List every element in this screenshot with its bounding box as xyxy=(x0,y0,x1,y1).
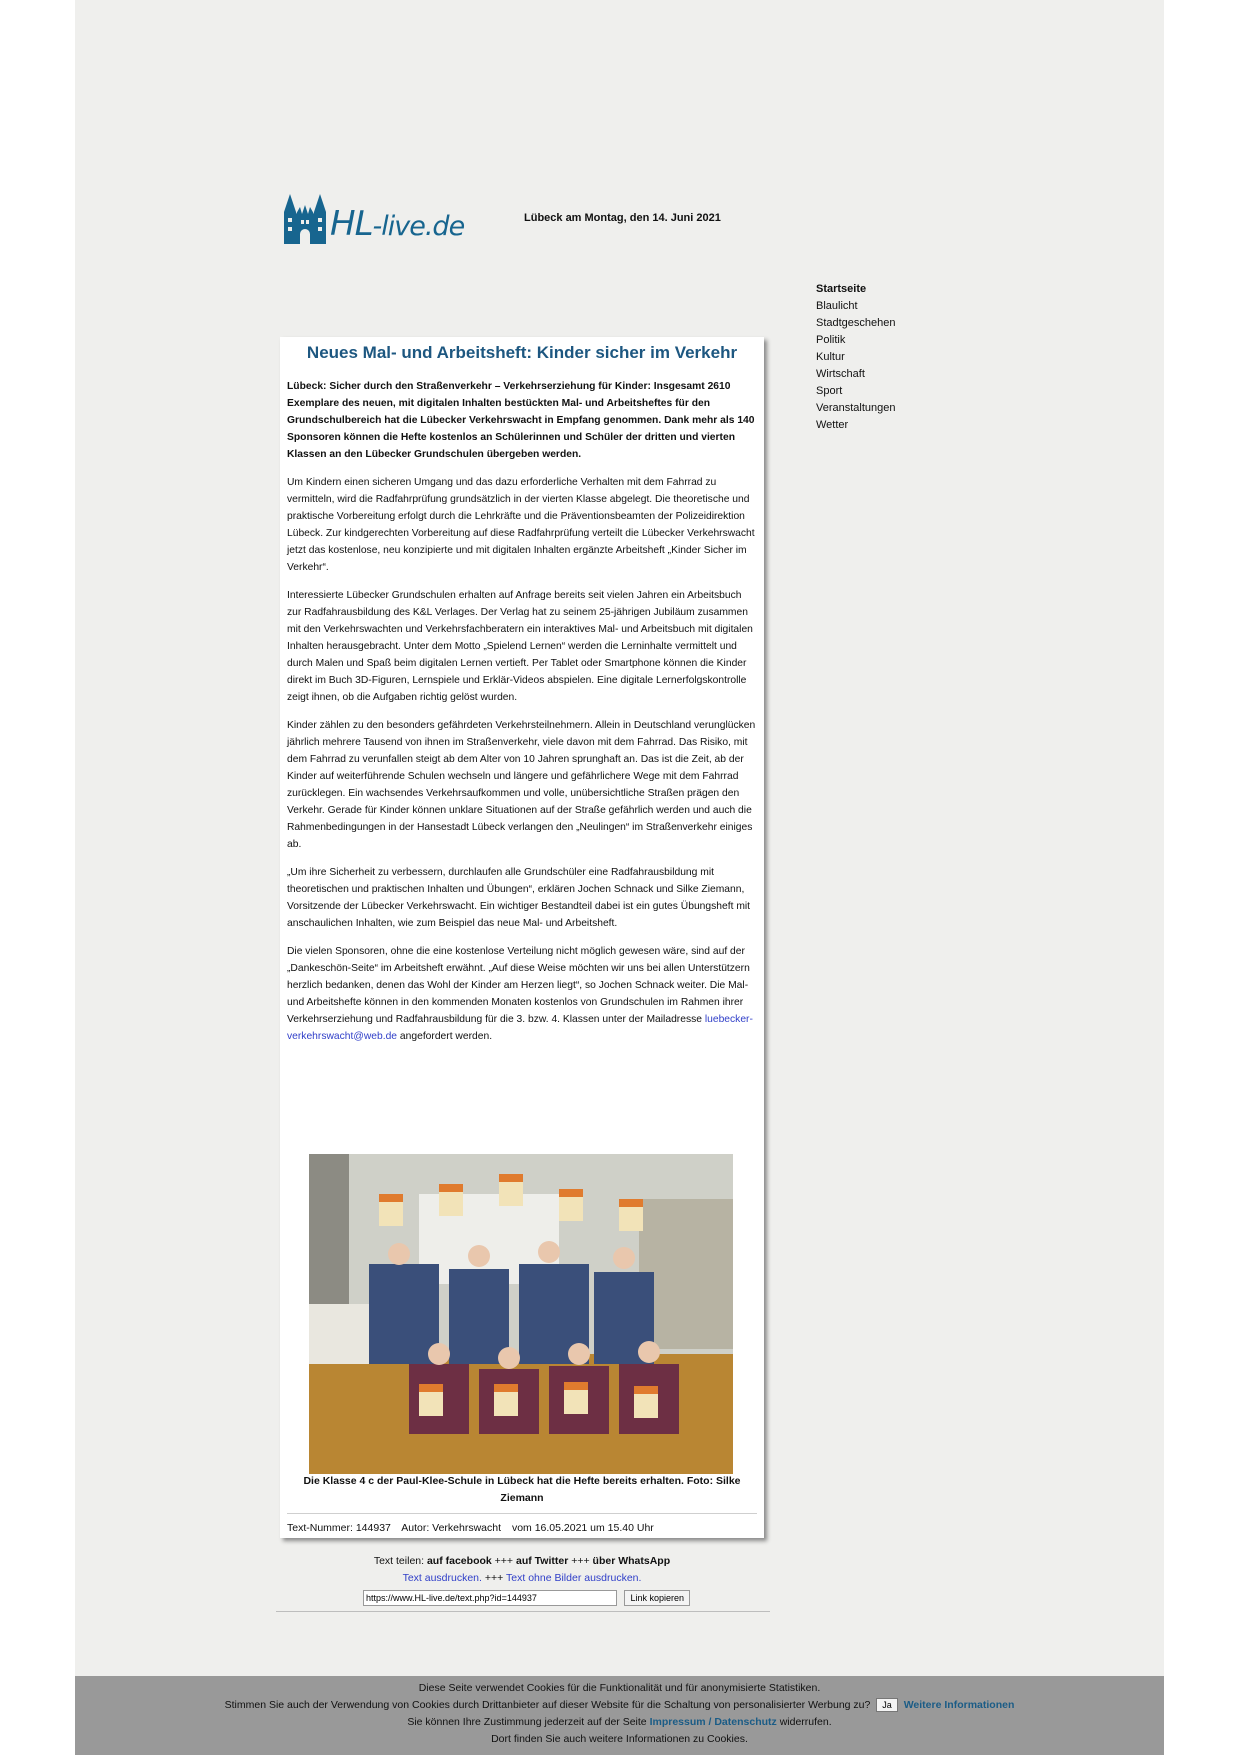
main-navigation xyxy=(816,281,896,434)
publish-date: vom 16.05.2021 um 15.40 Uhr xyxy=(511,1522,654,1534)
article-lead: Lübeck: Sicher durch den Straßenverkehr – Verkehrserziehung für Kinder: Insgesamt 2610 Exemplare des neuen, mit digitalen Inhalten bestückten Mal- und Arbeitsheftes für den Grundschulbereich hat die Lübecker Verkehrswacht in Empfang genommen. Dank mehr als 140 Sponsoren können die Hefte kostenlos an Schülerinnen und Schüler der dritten und vierten Klassen an den Lübecker Grundschulen übergeben werden. xyxy=(287,381,755,460)
nav-item-veranstaltungen[interactable]: Veranstaltungen xyxy=(816,402,896,414)
divider xyxy=(276,1611,770,1612)
article-title: Neues Mal- und Arbeitsheft: Kinder sicher im Verkehr xyxy=(306,343,738,362)
article-paragraph xyxy=(287,943,757,1045)
separator: +++ xyxy=(484,1572,504,1584)
cookie-line: Dort finden Sie auch weitere Informationen zu Cookies. xyxy=(491,1733,748,1745)
nav-item-startseite[interactable]: Startseite xyxy=(816,283,867,295)
privacy-link[interactable]: Impressum / Datenschutz xyxy=(649,1716,777,1728)
class-photo-illustration xyxy=(309,1154,733,1474)
nav-item-kultur[interactable]: Kultur xyxy=(816,351,845,363)
article-photo[interactable] xyxy=(309,1154,733,1474)
share-row xyxy=(276,1553,768,1570)
share-facebook-link[interactable]: auf facebook xyxy=(426,1555,492,1567)
accept-cookies-button[interactable]: Ja xyxy=(876,1698,898,1712)
divider xyxy=(287,1513,757,1514)
share-twitter-link[interactable]: auf Twitter xyxy=(515,1555,569,1567)
share-url-field[interactable] xyxy=(363,1590,617,1606)
nav-item-stadtgeschehen[interactable]: Stadtgeschehen xyxy=(816,317,896,329)
copy-link-button[interactable]: Link kopieren xyxy=(624,1590,690,1606)
text-number: Text-Nummer: 144937 xyxy=(287,1522,391,1534)
share-whatsapp-link[interactable]: über WhatsApp xyxy=(592,1555,671,1567)
cookie-question: Stimmen Sie auch der Verwendung von Cookies durch Drittanbieter auf dieser Website für die Schaltung von personalisierter Werbung zu? xyxy=(224,1699,871,1711)
print-link[interactable]: Text ausdrucken. xyxy=(402,1572,482,1584)
article-card xyxy=(280,337,764,1538)
url-copy-row xyxy=(363,1589,690,1607)
article-meta xyxy=(287,1522,662,1534)
print-without-images-link[interactable]: Text ohne Bilder ausdrucken. xyxy=(506,1572,642,1584)
paragraph-text: Die vielen Sponsoren, ohne die eine kostenlose Verteilung nicht möglich gewesen wäre, sind auf der „Dankeschön-Seite“ im Arbeitsheft erwähnt. „Auf diese Weise möchten wir uns bei allen Unterstützern herzlich bedanken, denen das Wohl der Kinder am Herzen liegt“, so Jochen Schnack weiter. Die Mal- und Arbeitshefte können in den kommenden Monaten kostenlos von Grundschulen im Rahmen ihrer Verkehrserziehung und Radfahrausbildung für die 3. bzw. 4. Klassen unter der Mailadresse xyxy=(287,946,750,1025)
logo-wordmark xyxy=(330,204,464,247)
cookie-text-part: widerrufen. xyxy=(779,1716,832,1728)
article-paragraph: Interessierte Lübecker Grundschulen erhalten auf Anfrage bereits seit vielen Jahren ein Arbeitsbuch zur Radfahrausbildung des K&L Verlages. Der Verlag hat zu seinem 25-jährigen Jubiläum zusammen mit den Verkehrswachten und Verkehrsfachberatern ein interaktives Mal- und Arbeitsbuch mit digitalen Inhalten herausgebracht. Unter dem Motto „Spielend Lernen“ werden die Lerninhalte vermittelt und durch Malen und Spaß beim digitalen Lernen vertieft. Per Tablet oder Smartphone können die Kinder direkt im Buch 3D-Figuren, Lernspiele und Erklär-Videos abspielen. Eine digitale Lernerfolgskontrolle zeigt ihnen, ob die Aufgaben richtig gelöst wurden. xyxy=(287,590,753,703)
nav-item-wetter[interactable]: Wetter xyxy=(816,419,849,431)
cookie-line xyxy=(75,1714,1164,1731)
logo-text: HL xyxy=(330,204,373,244)
cookie-banner xyxy=(75,1676,1164,1755)
cookie-line xyxy=(75,1697,1164,1714)
share-label: Text teilen: xyxy=(373,1555,425,1567)
nav-item-blaulicht[interactable]: Blaulicht xyxy=(816,300,858,312)
logo-suffix: -live.de xyxy=(372,211,465,242)
separator: +++ xyxy=(571,1555,590,1567)
article-body xyxy=(287,378,757,1056)
author: Autor: Verkehrswacht xyxy=(401,1522,502,1534)
article-paragraph: Um Kindern einen sicheren Umgang und das dazu erforderliche Verhalten mit dem Fahrrad zu vermitteln, wird die Radfahrprüfung grundsätzlich in der vierten Klasse abgelegt. Die theoretische und praktische Vorbereitung erfolgt durch die Lehrkräfte und die Präventionsbeamten der Polizeidirektion Lübeck. Zur kindgerechten Vorbereitung auf diese Radfahrprüfung verteilt die Lübecker Verkehrswacht jetzt das kostenlose, neu konzipierte und mit digitalen Inhalten ergänzte Arbeitsheft „Kinder Sicher im Verkehr“. xyxy=(287,477,755,573)
article-paragraph: „Um ihre Sicherheit zu verbessern, durchlaufen alle Grundschüler eine Radfahrausbildung mit theoretischen und praktischen Inhalten und Übungen“, erklären Jochen Schnack und Silke Ziemann, Vorsitzende der Lübecker Verkehrswacht. Ein wichtiger Bestandteil dabei ist ein gutes Übungsheft mit anschaulichen Inhalten, wie zum Beispiel das neue Mal- und Arbeitsheft. xyxy=(287,867,751,929)
cookie-line: Diese Seite verwendet Cookies für die Funktionalität und für anonymisierte Statistiken. xyxy=(418,1682,821,1694)
photo-caption: Die Klasse 4 c der Paul-Klee-Schule in Lübeck hat die Hefte bereits erhalten. Foto: Silke Ziemann xyxy=(303,1475,741,1504)
site-logo[interactable] xyxy=(282,194,472,246)
email-link[interactable]: luebecker-verkehrswacht@web.de xyxy=(287,1014,753,1042)
nav-item-wirtschaft[interactable]: Wirtschaft xyxy=(816,368,865,380)
nav-item-politik[interactable]: Politik xyxy=(816,334,846,346)
share-area xyxy=(276,1553,768,1587)
print-row xyxy=(276,1570,768,1587)
separator: +++ xyxy=(494,1555,514,1567)
more-info-link[interactable]: Weitere Informationen xyxy=(903,1699,1015,1711)
dateline: Lübeck am Montag, den 14. Juni 2021 xyxy=(524,212,721,224)
cookie-text xyxy=(75,1680,1164,1748)
article-paragraph: Kinder zählen zu den besonders gefährdeten Verkehrsteilnehmern. Allein in Deutschland verunglücken jährlich mehrere Tausend von ihnen im Straßenverkehr, viele davon mit dem Fahrrad. Das Risiko, mit dem Fahrrad zu verunfallen steigt ab dem Alter von 10 Jahren sprunghaft an. Das ist die Zeit, ab der Kinder auf weiterführende Schulen wechseln und längere und gefährlichere Wege mit dem Fahrrad zurücklegen. Ein wachsendes Verkehrsaufkommen und volle, unübersichtliche Straßen prägen den Verkehr. Gerade für Kinder können unklare Situationen auf der Straße gefährlich werden und auch die Rahmenbedingungen in der Hansestadt Lübeck verlangen den „Neulingen“ im Straßenverkehr einiges ab. xyxy=(287,720,756,850)
nav-item-sport[interactable]: Sport xyxy=(816,385,843,397)
paragraph-text: angefordert werden. xyxy=(397,1031,493,1042)
holstentor-icon xyxy=(282,194,328,244)
cookie-text-part: Sie können Ihre Zustimmung jederzeit auf der Seite xyxy=(407,1716,647,1728)
